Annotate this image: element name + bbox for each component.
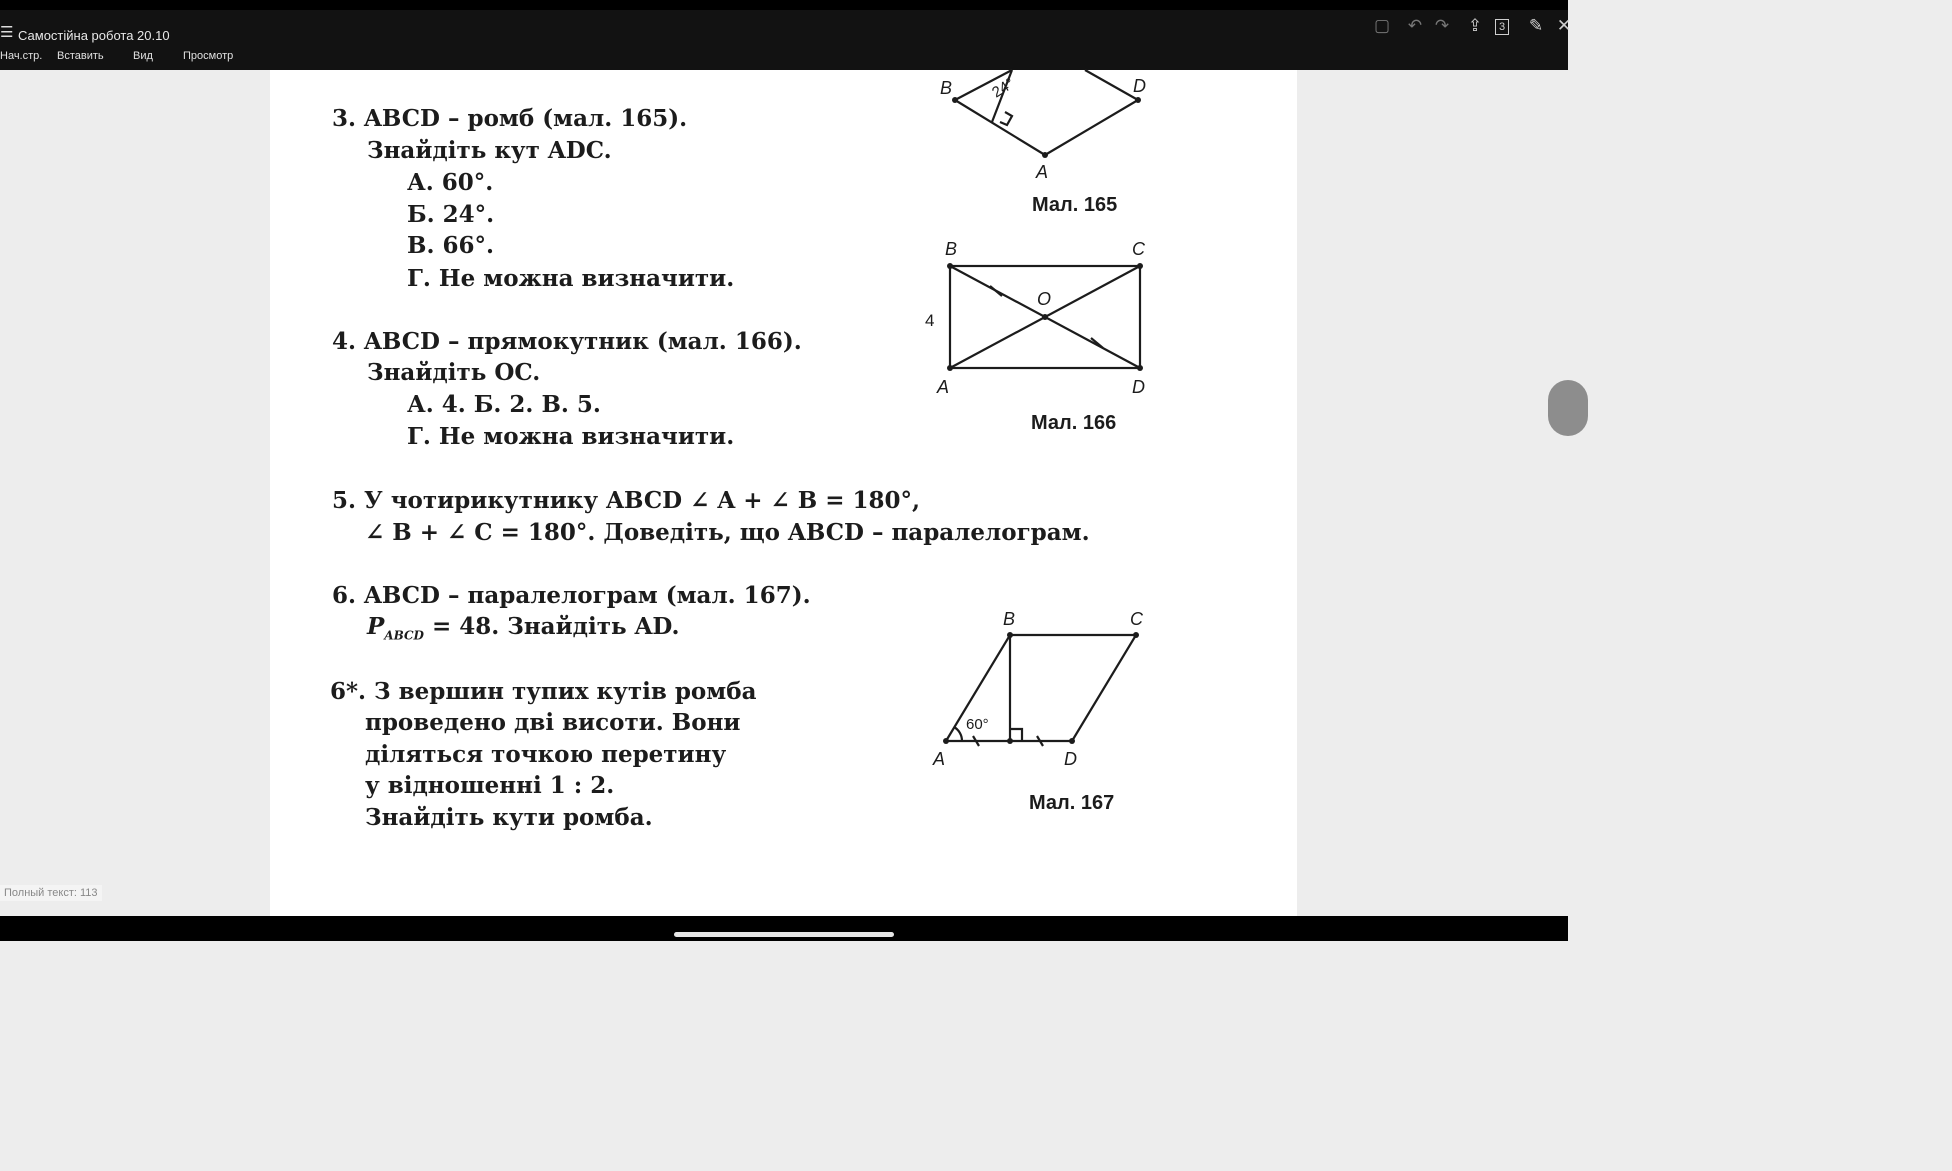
- close-icon[interactable]: ✕: [1556, 16, 1572, 35]
- problem-4-option-d: Г. Не можна визначити.: [407, 423, 735, 450]
- problem-6-title: 6. ABCD – паралелограм (мал. 167).: [332, 582, 811, 609]
- fig167-label-b: B: [1003, 609, 1016, 629]
- fig166-tick-1: [990, 286, 1002, 296]
- side-panel-handle[interactable]: [1548, 380, 1588, 436]
- fig165-label-d: D: [1133, 76, 1146, 96]
- fig167-label-a: A: [933, 749, 946, 769]
- fig166-label-o: O: [1037, 289, 1052, 309]
- tab-view[interactable]: Вид: [133, 50, 153, 62]
- figure-165-rhombus: [930, 70, 1170, 200]
- fig165-right-angle-mark: [1000, 112, 1012, 125]
- fig166-point-b: [947, 263, 953, 269]
- perimeter-subscript: ABCD: [384, 628, 424, 643]
- problem-6star-line-1: 6*. З вершин тупих кутів ромба: [330, 678, 757, 705]
- tab-review[interactable]: Просмотр: [183, 50, 234, 62]
- tab-home[interactable]: Нач.стр.: [0, 50, 43, 62]
- problem-6star-line-3: діляться точкою перетину: [365, 741, 727, 768]
- fig166-point-d: [1137, 365, 1143, 371]
- fig165-caption: Мал. 165: [1032, 194, 1118, 216]
- fig166-caption: Мал. 166: [1031, 412, 1117, 434]
- problem-3-option-a: А. 60°.: [407, 169, 494, 196]
- problem-3-question: Знайдіть кут ADC.: [367, 137, 612, 164]
- figure-166-rectangle: [920, 235, 1170, 405]
- fig165-edge-ba-lower: [955, 100, 1045, 155]
- fig166-side-label: 4: [925, 311, 935, 330]
- share-icon[interactable]: ⇪: [1467, 16, 1483, 35]
- problem-3-option-c: В. 66°.: [407, 232, 494, 259]
- problem-3-option-d: Г. Не можна визначити.: [407, 265, 735, 292]
- fig166-point-o: [1042, 314, 1048, 320]
- problem-5-line-1: 5. У чотирикутнику ABCD ∠ A + ∠ B = 180°,: [332, 487, 921, 514]
- save-icon[interactable]: ▢: [1373, 16, 1391, 35]
- full-text-counter[interactable]: Полный текст: 113: [0, 885, 102, 901]
- problem-6star-line-2: проведено дві висоти. Вони: [365, 709, 741, 736]
- toolbar-icons: [1368, 16, 1572, 38]
- fig165-point-d: [1135, 97, 1141, 103]
- fig167-caption: Мал. 167: [1029, 792, 1115, 814]
- fig167-point-foot: [1007, 738, 1013, 744]
- fig166-label-b: B: [945, 239, 958, 259]
- fig167-point-d: [1069, 738, 1075, 744]
- fig166-label-c: C: [1132, 239, 1145, 259]
- fig167-angle-arc: [954, 727, 962, 741]
- undo-icon[interactable]: ↶: [1407, 16, 1423, 35]
- fig167-label-d: D: [1064, 749, 1077, 769]
- menu-icon[interactable]: ☰: [0, 24, 14, 41]
- document-title: Самостійна робота 20.10: [18, 28, 170, 43]
- page-count-icon[interactable]: 3: [1495, 19, 1509, 35]
- home-indicator[interactable]: [674, 932, 894, 937]
- problem-6-question: [367, 615, 680, 642]
- fig167-angle-label: 60°: [966, 716, 989, 733]
- fig165-edge-ad: [1045, 100, 1138, 155]
- fig167-edge-cd: [1072, 635, 1136, 741]
- fig166-label-d: D: [1132, 377, 1145, 397]
- fig166-point-c: [1137, 263, 1143, 269]
- tab-insert[interactable]: Вставить: [57, 50, 104, 62]
- fig165-label-a: A: [1036, 162, 1049, 182]
- problem-6star-line-4: у відношенні 1 : 2.: [365, 772, 615, 799]
- redo-icon[interactable]: ↷: [1434, 16, 1450, 35]
- problem-3-option-b: Б. 24°.: [407, 201, 495, 228]
- problem-4-title: 4. ABCD – прямокутник (мал. 166).: [332, 328, 802, 355]
- fig167-label-c: C: [1130, 609, 1143, 629]
- fig165-angle-label: 24°: [989, 74, 1018, 102]
- edit-pen-icon[interactable]: ✎: [1528, 16, 1544, 35]
- problem-6-question-rest: = 48. Знайдіть AD.: [423, 613, 680, 640]
- problem-6star-line-5: Знайдіть кути ромба.: [365, 804, 653, 831]
- fig165-edge-dc: [1085, 70, 1138, 100]
- fig166-point-a: [947, 365, 953, 371]
- fig167-point-a: [943, 738, 949, 744]
- perimeter-symbol: P: [367, 613, 385, 640]
- fig165-point-a: [1042, 152, 1048, 158]
- app-title-bar: [0, 10, 1572, 70]
- problem-5-line-2: ∠ B + ∠ C = 180°. Доведіть, що ABCD – паралелограм.: [365, 519, 1090, 546]
- problem-4-options-abc: А. 4. Б. 2. В. 5.: [407, 391, 601, 418]
- fig165-label-b: B: [940, 78, 953, 98]
- system-navigation-bar: [0, 916, 1568, 941]
- figure-167-parallelogram: [925, 605, 1175, 775]
- fig167-point-c: [1133, 632, 1139, 638]
- system-status-bar: [0, 0, 1568, 10]
- document-page: [270, 70, 1297, 916]
- problem-4-question: Знайдіть OC.: [367, 359, 541, 386]
- problem-3-title: 3. ABCD – ромб (мал. 165).: [332, 105, 688, 132]
- fig165-point-b: [952, 97, 958, 103]
- fig167-point-b: [1007, 632, 1013, 638]
- fig166-label-a: A: [937, 377, 950, 397]
